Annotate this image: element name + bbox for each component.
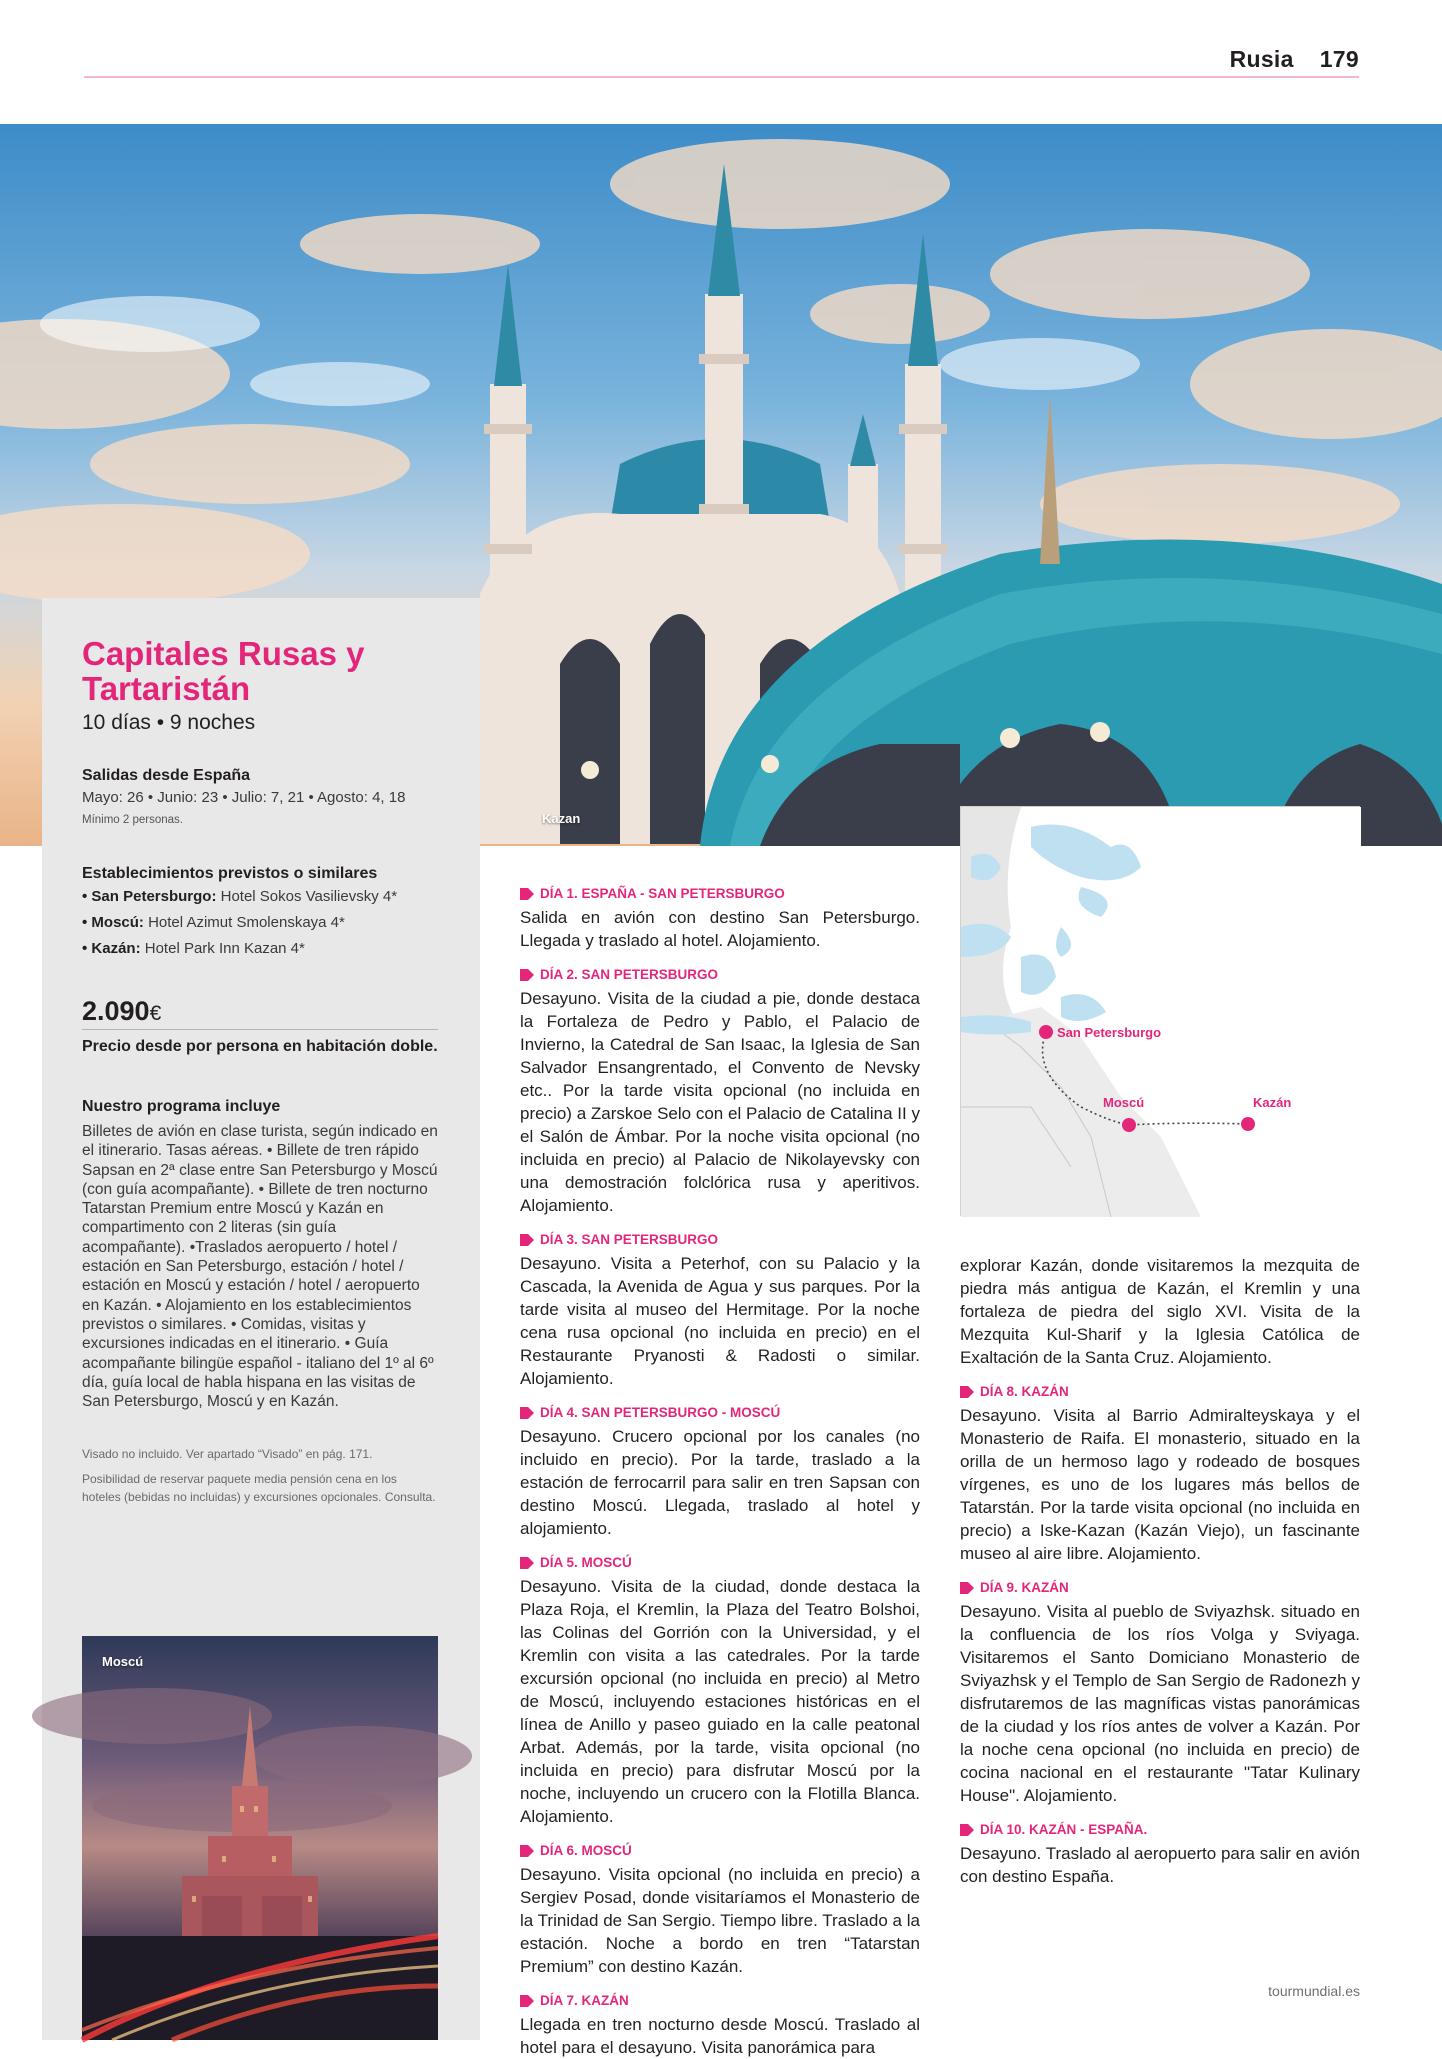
page-number: 179: [1319, 46, 1359, 72]
day-marker-icon: [520, 1557, 534, 1569]
day-10-text: Desayuno. Traslado al aeropuerto para salir en avión con destino España.: [960, 1844, 1360, 1886]
trip-duration: 10 días • 9 noches: [82, 711, 256, 734]
map-pin-moscow: [1122, 1118, 1136, 1132]
hotel-city: • Kazán:: [82, 940, 141, 957]
day-3-heading: DÍA 3. SAN PETERSBURGO: [520, 1228, 920, 1251]
visa-note: Visado no incluido. Ver apartado “Visado” en pág. 171.: [82, 1447, 373, 1462]
day-7-text: Llegada en tren nocturno desde Moscú. Traslado al hotel para el desayuno. Visita panorámica para: [520, 2015, 920, 2057]
price-amount: 2.090: [82, 996, 150, 1026]
price-note: Precio desde por persona en habitación doble.: [82, 1038, 438, 1055]
day-7-continued-text: explorar Kazán, donde visitaremos la mezquita de piedra más antigua de Kazán, el Kremlin y una fortaleza de piedra del siglo XVI. Visita de la Mezquita Kul-Sharif y la Iglesia Católica de Exaltación de la Santa Cruz. Alojamiento.: [960, 1256, 1360, 1367]
day-1-heading: DÍA 1. ESPAÑA - SAN PETERSBURGO: [520, 882, 920, 905]
page-header: [84, 44, 1359, 78]
minimum-people: Mínimo 2 personas.: [82, 814, 183, 826]
day-marker-icon: [520, 969, 534, 981]
day-marker-icon: [520, 1845, 534, 1857]
day-1-text: Salida en avión con destino San Petersburgo. Llegada y traslado al hotel. Alojamiento.: [520, 908, 920, 950]
hotels-title: Establecimientos previstos o similares: [82, 865, 378, 882]
day-marker-icon: [520, 1234, 534, 1246]
map-label-kazan: Kazán: [1253, 1095, 1292, 1110]
day-marker-icon: [520, 1407, 534, 1419]
halfboard-note: Posibilidad de reservar paquete media pensión cena en los hoteles (bebidas no incluidas) y excursiones opcionales. Consulta.: [82, 1472, 436, 1505]
day-9-heading: DÍA 9. KAZÁN: [960, 1576, 1360, 1599]
departures-title: Salidas desde España: [82, 767, 251, 784]
hotel-item: [82, 936, 438, 962]
day-2-text: Desayuno. Visita de la ciudad a pie, donde destaca la Fortaleza de Pedro y Pablo, el Palacio de Invierno, la Catedral de San Isaac, la Iglesia de San Salvador Ensangrentado, el Convento de Nevsky etc.. Por la tarde visita opcional (no incluida en precio) a Zarskoe Selo con el Palacio de Catalina II y el Salón de Ámbar. Por la noche visita opcional (no incluida en precio) al Palacio de Nikolayevsky con una demostración folclórica rusa y aperitivos. Alojamiento.: [520, 989, 920, 1215]
map-pin-kazan: [1241, 1117, 1255, 1131]
hero-caption: Kazan: [542, 811, 581, 826]
day-marker-icon: [520, 1995, 534, 2007]
day-4-text: Desayuno. Crucero opcional por los canales (no incluido en precio). Por la tarde, traslado a la estación de ferrocarril para salir en tren Sapsan con destino Moscú. Llegada, traslado al hotel y alojamiento.: [520, 1427, 920, 1538]
map-label-spb: San Petersburgo: [1057, 1025, 1162, 1040]
moscow-caption: Moscú: [102, 1654, 144, 1669]
hotel-name: Hotel Sokos Vasilievsky 4*: [216, 888, 398, 905]
moscow-skyline-illustration: [82, 1636, 438, 2040]
itinerary-column-2: [960, 1254, 1360, 1888]
route-map: [960, 806, 1360, 1216]
day-9-text: Desayuno. Visita al pueblo de Sviyazhsk. situado en la confluencia de los ríos Volga y Sviyaga. Visitaremos el Santo Domiciano Monasterio de Sviyazhsk y el Templo de San Sergio de Radonezh y disfrutaremos de las magníficas vistas panorámicas de la ciudad y los ríos antes de volver a Kazán. Por la noche cena opcional (no incluida en precio) de cocina nacional en el restaurante "Tatar Kulinary House". Alojamiento.: [960, 1602, 1360, 1805]
hotel-name: Hotel Azimut Smolenskaya 4*: [143, 914, 345, 931]
price: [82, 996, 438, 1030]
hotel-item: [82, 910, 438, 936]
day-5-heading: DÍA 5. MOSCÚ: [520, 1551, 920, 1574]
trip-title: Capitales Rusas y Tartaristán: [82, 635, 365, 707]
includes-title: Nuestro programa incluye: [82, 1098, 281, 1115]
day-marker-icon: [520, 888, 534, 900]
map-pin-spb: [1039, 1025, 1053, 1039]
day-8-text: Desayuno. Visita al Barrio Admiralteyskaya y el Monasterio de Raifa. El monasterio, situado en la orilla de un hermoso lago y rodeado de bosques vírgenes, es uno de los lugares más bellos de Tatarstán. Por la tarde visita opcional (no incluida en precio) a Iske-Kazan (Kazán Viejo), un fascinante museo al aire libre. Alojamiento.: [960, 1406, 1360, 1563]
route-map-illustration: [961, 807, 1361, 1217]
map-label-moscow: Moscú: [1103, 1095, 1145, 1110]
header-right: [1230, 46, 1359, 73]
includes-text: Billetes de avión en clase turista, según indicado en el itinerario. Tasas aéreas. • Billete de tren rápido Sapsan en 2ª clase entre San Petersburgo y Moscú (con guía acompañante). • Billete de tren nocturno Tatarstan Premium entre Moscú y Kazán en compartimento con 2 literas (sin guía acompañante). •Traslados aeropuerto / hotel / estación en San Petersburgo, estación / hotel / estación en Moscú y estación / hotel / aeropuerto en Kazán. • Alojamiento en los establecimientos previstos o similares. • Comidas, visitas y excursiones indicadas en el itinerario. • Guía acompañante bilingüe español - italiano del 1º al 6º día, guía local de habla hispana en las visitas de San Petersburgo, Moscú y en Kazán.: [82, 1123, 438, 1411]
day-3-text: Desayuno. Visita a Peterhof, con su Palacio y la Cascada, la Avenida de Agua y sus parques. Por la tarde visita al museo del Hermitage. Por la noche cena rusa opcional (no incluida en precio) en el Restaurante Pryanosti & Radosti o similar. Alojamiento.: [520, 1254, 920, 1388]
day-7-heading: DÍA 7. KAZÁN: [520, 1989, 920, 2012]
day-10-heading: DÍA 10. KAZÁN - ESPAÑA.: [960, 1818, 1360, 1841]
section-title: Rusia: [1229, 46, 1294, 72]
day-6-heading: DÍA 6. MOSCÚ: [520, 1839, 920, 1862]
departure-dates: Mayo: 26 • Junio: 23 • Julio: 7, 21 • Agosto: 4, 18: [82, 789, 406, 806]
hotel-item: [82, 884, 438, 910]
day-2-heading: DÍA 2. SAN PETERSBURGO: [520, 963, 920, 986]
day-marker-icon: [960, 1824, 974, 1836]
footer-website: tourmundial.es: [1268, 1983, 1360, 1999]
day-8-heading: DÍA 8. KAZÁN: [960, 1380, 1360, 1403]
hotel-city: • San Petersburgo:: [82, 888, 217, 905]
price-currency: €: [149, 1002, 162, 1025]
day-marker-icon: [960, 1386, 974, 1398]
day-5-text: Desayuno. Visita de la ciudad, donde destaca la Plaza Roja, el Kremlin, la Plaza del Teatro Bolshoi, las Colinas del Gorrión con la Universidad, y el Kremlin con visita a las catedrales. Por la tarde excursión opcional (no incluida en precio) al Metro de Moscú, incluyendo estaciones históricas en el línea de Anillo y paseo guiado en la calle peatonal Arbat. Además, por la tarde, visita opcional (no incluida en precio) para disfrutar Moscú por la noche, incluyendo un crucero con la Flotilla Blanca. Alojamiento.: [520, 1577, 920, 1826]
moscow-photo: [82, 1636, 438, 2040]
day-4-heading: DÍA 4. SAN PETERSBURGO - MOSCÚ: [520, 1401, 920, 1424]
day-6-text: Desayuno. Visita opcional (no incluida en precio) a Sergiev Posad, donde visitaríamos el Monasterio de la Trinidad de San Sergio. Tiempo libre. Traslado a la estación. Noche a bordo en tren “Tatarstan Premium” con destino Kazán.: [520, 1865, 920, 1976]
hotel-name: Hotel Park Inn Kazan 4*: [140, 940, 305, 957]
hotel-city: • Moscú:: [82, 914, 144, 931]
itinerary-column-1: [520, 882, 920, 2059]
sidebar-content: [82, 636, 438, 1506]
day-marker-icon: [960, 1582, 974, 1594]
hotels-list: [82, 884, 438, 962]
